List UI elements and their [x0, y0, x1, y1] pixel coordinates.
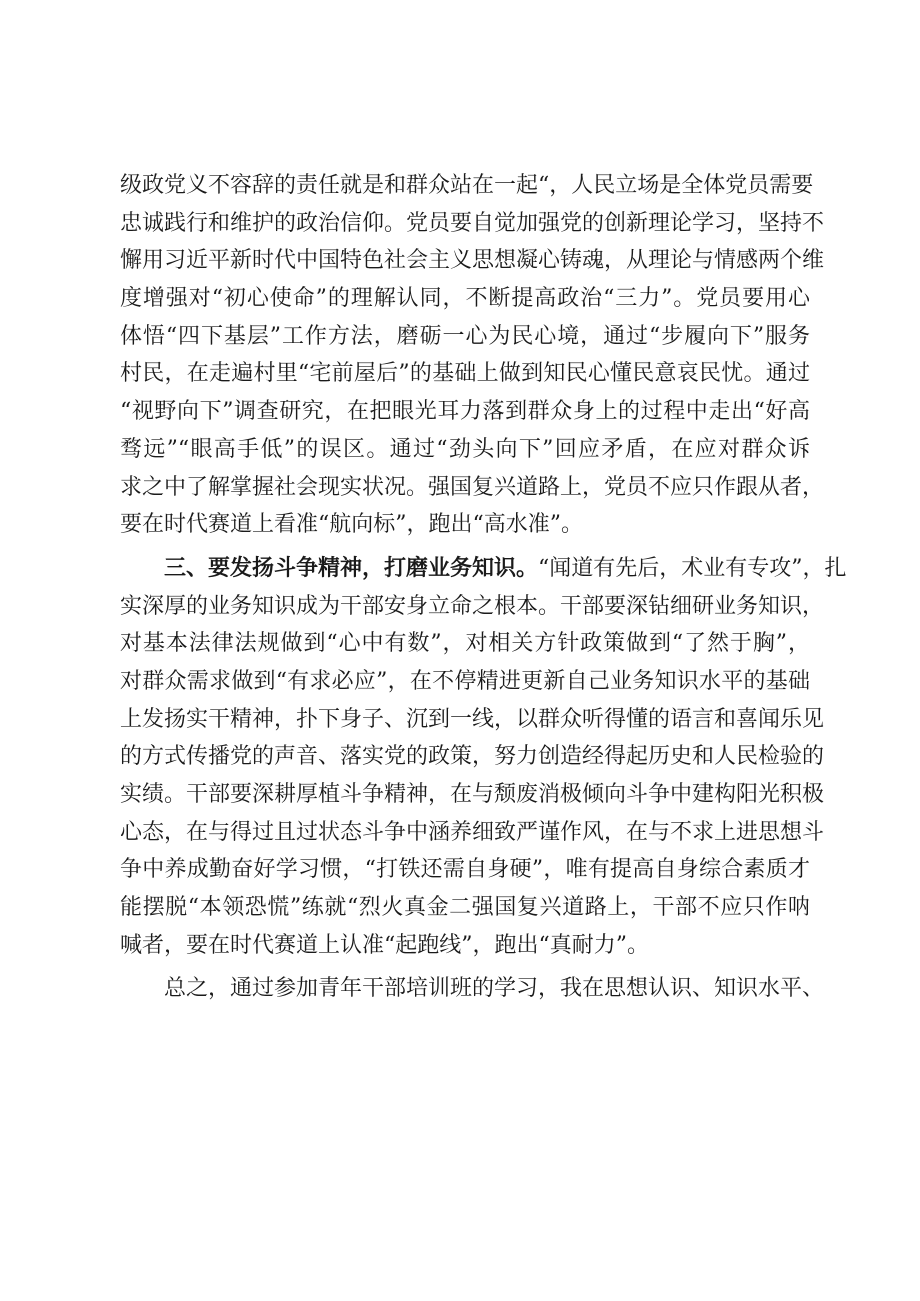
document-body	[120, 167, 847, 1008]
text-line: 喊者，要在时代赛道上认准“起跑线”，跑出“真耐力”。	[120, 932, 649, 958]
text-line: 要在时代赛道上看准“航向标”，跑出“高水准”。	[120, 512, 583, 538]
text-line: 上发扬实干精神，扑下身子、沉到一线，以群众听得懂的语言和喜闻乐见	[120, 706, 825, 732]
text-line: 对基本法律法规做到“心中有数”，对相关方针政策做到“了然于胸”，	[120, 631, 810, 657]
section-heading-line	[120, 550, 847, 588]
section-heading: 三、要发扬斗争精神，打磨业务知识。	[164, 555, 539, 581]
text-line: 实绩。干部要深耕厚植斗争精神，在与颓废消极倾向斗争中建构阳光积极	[120, 782, 825, 807]
text-line: 村民，在走遍村里“宅前屋后”的基础上做到知民心懂民意哀民忧。通过	[120, 361, 810, 387]
text-line: 心态，在与得过且过状态斗争中涵养细致严谨作风，在与不求上进思想斗	[120, 819, 825, 845]
text-line: 实深厚的业务知识成为干部安身立命之根本。干部要深钻细研业务知识，	[120, 593, 825, 619]
text-line: 度增强对“初心使命”的理解认同，不断提高政治“三力”。党员要用心	[120, 286, 810, 312]
text-run: “闻道有先后，术业有专攻”，扎	[538, 555, 847, 581]
text-line: 争中养成勤奋好学习惯，“打铁还需自身硬”，唯有提高自身综合素质才	[120, 857, 810, 883]
paragraph-2	[120, 550, 847, 965]
text-line: 求之中了解掌握社会现实状况。强国复兴道路上，党员不应只作跟从者，	[120, 474, 825, 500]
text-line: 骛远”“眼高手低”的误区。通过“劲头向下”回应矛盾，在应对群众诉	[120, 436, 810, 462]
text-line: 懈用习近平新时代中国特色社会主义思想凝心铸魂，从理论与情感两个维	[120, 248, 825, 274]
text-line: 总之，通过参加青年干部培训班的学习，我在思想认识、知识水平、	[164, 976, 825, 1002]
text-line: “视野向下”调查研究，在把眼光耳力落到群众身上的过程中走出“好高	[120, 399, 810, 425]
text-line: 的方式传播党的声音、落实党的政策，努力创造经得起历史和人民检验的	[120, 744, 825, 770]
text-line: 能摆脱“本领恐慌”练就“烈火真金二强国复兴道路上，干部不应只作呐	[120, 895, 810, 921]
paragraph-3	[120, 970, 825, 1008]
text-line: 体悟“四下基层”工作方法，磨砺一心为民心境，通过“步履向下”服务	[120, 323, 810, 349]
text-line: 级政党义不容辞的责任就是和群众站在一起“，人民立场是全体党员需要	[120, 173, 814, 198]
text-line: 对群众需求做到“有求必应”，在不停精进更新自己业务知识水平的基础	[120, 668, 810, 694]
paragraph-1	[120, 167, 825, 544]
text-line: 忠诚践行和维护的政治信仰。党员要自觉加强党的创新理论学习，坚持不	[120, 210, 825, 236]
